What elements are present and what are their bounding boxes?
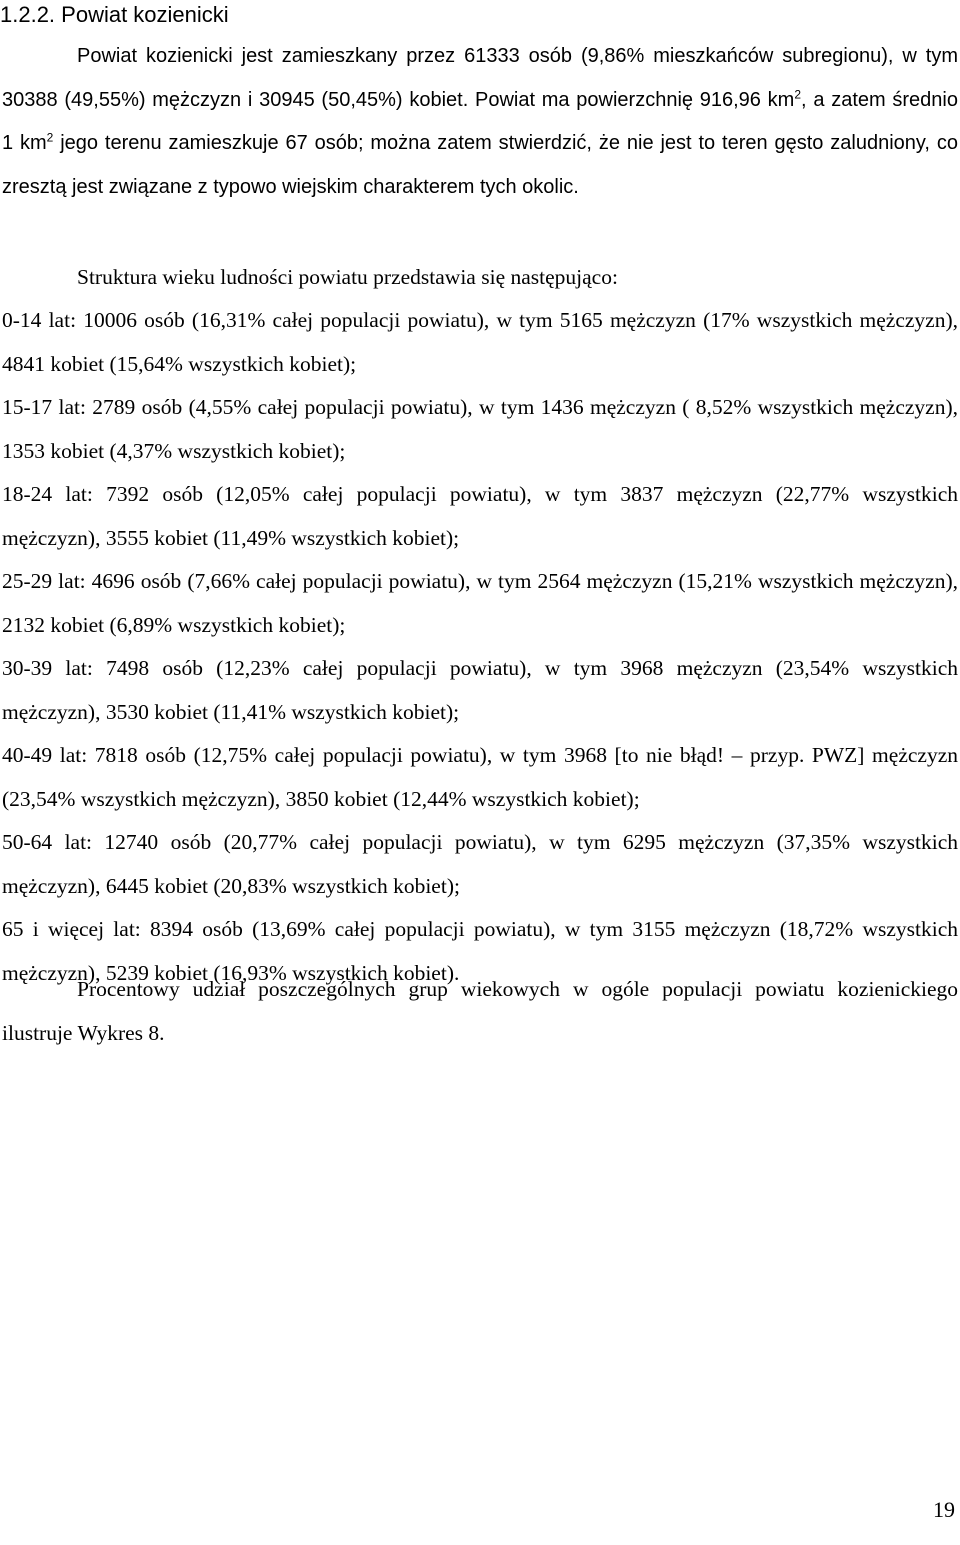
age-structure-intro: Struktura wieku ludności powiatu przedstawia się następująco: bbox=[77, 265, 618, 289]
age-group-item-50-64: 50-64 lat: 12740 osób (20,77% całej populacji powiatu), w tym 6295 mężczyzn (37,35% wszystkich mężczyzn), 6445 kobiet (20,83% wszystkich kobiet); bbox=[2, 830, 958, 898]
age-group-item-30-39: 30-39 lat: 7498 osób (12,23% całej populacji powiatu), w tym 3968 mężczyzn (23,54% wszystkich mężczyzn), 3530 kobiet (11,41% wszystkich kobiet); bbox=[2, 656, 958, 724]
intro-paragraph bbox=[2, 35, 958, 209]
intro-paragraph-block bbox=[2, 35, 958, 209]
age-group-item-15-17: 15-17 lat: 2789 osób (4,55% całej populacji powiatu), w tym 1436 mężczyzn ( 8,52% wszystkich mężczyzn), 1353 kobiet (4,37% wszystkich kobiet); bbox=[2, 395, 958, 463]
age-group-item-25-29: 25-29 lat: 4696 osób (7,66% całej populacji powiatu), w tym 2564 mężczyzn (15,21% wszystkich mężczyzn), 2132 kobiet (6,89% wszystkich kobiet); bbox=[2, 569, 958, 637]
intro-text-part-2: , a zatem średnio 1 km bbox=[2, 88, 958, 154]
superscript-exponent-1: 2 bbox=[794, 86, 802, 101]
intro-text-part-3: jego terenu zamieszkuje 67 osób; można zatem stwierdzić, że nie jest to teren gęsto zaludniony, co zresztą jest związane z typowo wiejskim charakterem tych okolic. bbox=[2, 132, 958, 198]
summary-paragraph: Procentowy udział poszczególnych grup wiekowych w ogóle populacji powiatu kozienickiego ilustruje Wykres 8. bbox=[2, 977, 958, 1045]
age-group-list bbox=[2, 299, 958, 995]
page-number: 19 bbox=[933, 1497, 955, 1522]
section-heading: 1.2.2. Powiat kozienicki bbox=[0, 2, 229, 27]
age-group-item-65-plus: 65 i więcej lat: 8394 osób (13,69% całej populacji powiatu), w tym 3155 mężczyzn (18,72% wszystkich mężczyzn), 5239 kobiet (16,93% wszystkich kobiet). bbox=[2, 917, 958, 985]
age-group-item-40-49: 40-49 lat: 7818 osób (12,75% całej populacji powiatu), w tym 3968 [to nie błąd! – przyp. PWZ] mężczyzn (23,54% wszystkich mężczyzn), 3850 kobiet (12,44% wszystkich kobiet); bbox=[2, 743, 958, 811]
intro-text-part-1: Powiat kozienicki jest zamieszkany przez 61333 osób (9,86% mieszkańców subregionu), w tym 30388 (49,55%) mężczyzn i 30945 (50,45%) kobiet. Powiat ma powierzchnię 916,96 km bbox=[2, 45, 958, 111]
superscript-exponent-2: 2 bbox=[46, 130, 54, 145]
age-group-item-0-14: 0-14 lat: 10006 osób (16,31% całej populacji powiatu), w tym 5165 mężczyzn (17% wszystkich mężczyzn), 4841 kobiet (15,64% wszystkich kobiet); bbox=[2, 308, 958, 376]
age-group-item-18-24: 18-24 lat: 7392 osób (12,05% całej populacji powiatu), w tym 3837 mężczyzn (22,77% wszystkich mężczyzn), 3555 kobiet (11,49% wszystkich kobiet); bbox=[2, 482, 958, 550]
